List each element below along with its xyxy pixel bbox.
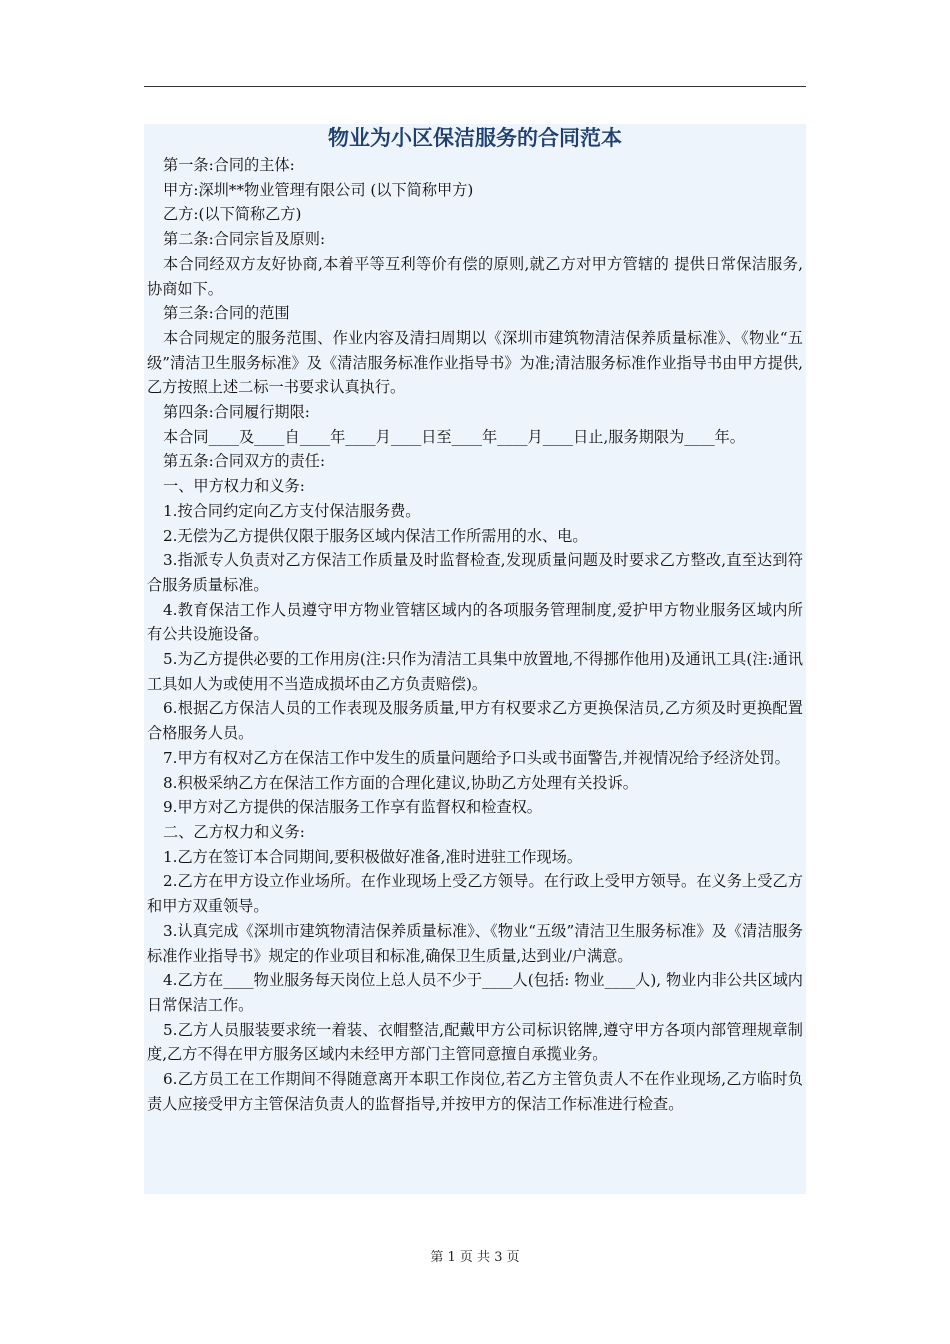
paragraph: 6.根据乙方保洁人员的工作表现及服务质量,甲方有权要求乙方更换保洁员,乙方须及时更换配置合格服务人员。 bbox=[147, 699, 803, 743]
paragraph: 8.积极采纳乙方在保洁工作方面的合理化建议,协助乙方处理有关投诉。 bbox=[163, 773, 638, 792]
header-rule bbox=[144, 86, 806, 87]
paragraph: 本合同规定的服务范围、作业内容及清扫周期以《深圳市建筑物清洁保养质量标准》、《物业“五级”清洁卫生服务标准》及《清洁服务标准作业指导书》为准;清洁服务标准作业指导书由甲方提供,乙方按照上述二标一书要求认真执行。 bbox=[147, 328, 803, 397]
document-title: 物业为小区保洁服务的合同范本 bbox=[328, 125, 622, 150]
paragraph: 一、甲方权力和义务: bbox=[163, 477, 305, 496]
paragraph: 本合同____及____自____年____月____日至____年____月____日止,服务期限为____年。 bbox=[163, 427, 745, 446]
paragraph: 1.按合同约定向乙方支付保洁服务费。 bbox=[163, 501, 421, 520]
paragraph: 5.乙方人员服装要求统一着装、衣帽整洁,配戴甲方公司标识铭牌,遵守甲方各项内部管理规章制度,乙方不得在甲方服务区域内未经甲方部门主管同意擅自承揽业务。 bbox=[147, 1020, 803, 1064]
paragraph: 3.指派专人负责对乙方保洁工作质量及时监督检查,发现质量问题及时要求乙方整改,直至达到符合服务质量标准。 bbox=[147, 551, 803, 594]
paragraph: 第一条:合同的主体: bbox=[163, 156, 295, 174]
paragraph: 5.为乙方提供必要的工作用房(注:只作为清洁工具集中放置地,不得挪作他用)及通讯工具(注:通讯工具如人为或使用不当造成损坏由乙方负责赔偿)。 bbox=[147, 650, 803, 693]
paragraph: 2.乙方在甲方设立作业场所。在作业现场上受乙方领导。在行政上受甲方领导。在义务上受乙方和甲方双重领导。 bbox=[147, 872, 803, 916]
paragraph: 第五条:合同双方的责任: bbox=[163, 452, 326, 471]
paragraph: 乙方:(以下简称乙方) bbox=[163, 205, 302, 224]
page-footer: 第 1 页 共 3 页 bbox=[430, 1250, 520, 1265]
paragraph: 7.甲方有权对乙方在保洁工作中发生的质量问题给予口头或书面警告,并视情况给予经济处罚。 bbox=[163, 748, 790, 767]
paragraph: 第三条:合同的范围 bbox=[163, 304, 290, 323]
paragraph: 9.甲方对乙方提供的保洁服务工作享有监督权和检查权。 bbox=[163, 798, 542, 817]
paragraph: 6.乙方员工在工作期间不得随意离开本职工作岗位,若乙方主管负责人不在作业现场,乙方临时负责人应接受甲方主管保洁负责人的监督指导,并按甲方的保洁工作标准进行检查。 bbox=[147, 1070, 803, 1113]
paragraph: 甲方:深圳**物业管理有限公司 (以下简称甲方) bbox=[163, 180, 474, 199]
paragraph: 3.认真完成《深圳市建筑物清洁保养质量标准》、《物业“五级”清洁卫生服务标准》及《清洁服务标准作业指导书》规定的作业项目和标准,确保卫生质量,达到业/户满意。 bbox=[147, 921, 803, 965]
paragraph: 二、乙方权力和义务: bbox=[163, 822, 305, 841]
paragraph: 本合同经双方友好协商,本着平等互利等价有偿的原则,就乙方对甲方管辖的 提供日常保洁服务,协商如下。 bbox=[147, 254, 803, 298]
paragraph: 1.乙方在签订本合同期间,要积极做好准备,准时进驻工作现场。 bbox=[163, 847, 583, 866]
paragraph: 第四条:合同履行期限: bbox=[163, 403, 310, 422]
paragraph: 4.乙方在____物业服务每天岗位上总人员不少于____人(包括: 物业____人), 物业内非公共区域内日常保洁工作。 bbox=[147, 971, 803, 1014]
paragraph: 第二条:合同宗旨及原则: bbox=[163, 230, 326, 249]
paragraph: 2.无偿为乙方提供仅限于服务区域内保洁工作所需用的水、电。 bbox=[163, 526, 588, 545]
paragraph: 4.教育保洁工作人员遵守甲方物业管辖区域内的各项服务管理制度,爱护甲方物业服务区域内所有公共设施设备。 bbox=[147, 600, 803, 644]
document-body bbox=[144, 124, 806, 1194]
